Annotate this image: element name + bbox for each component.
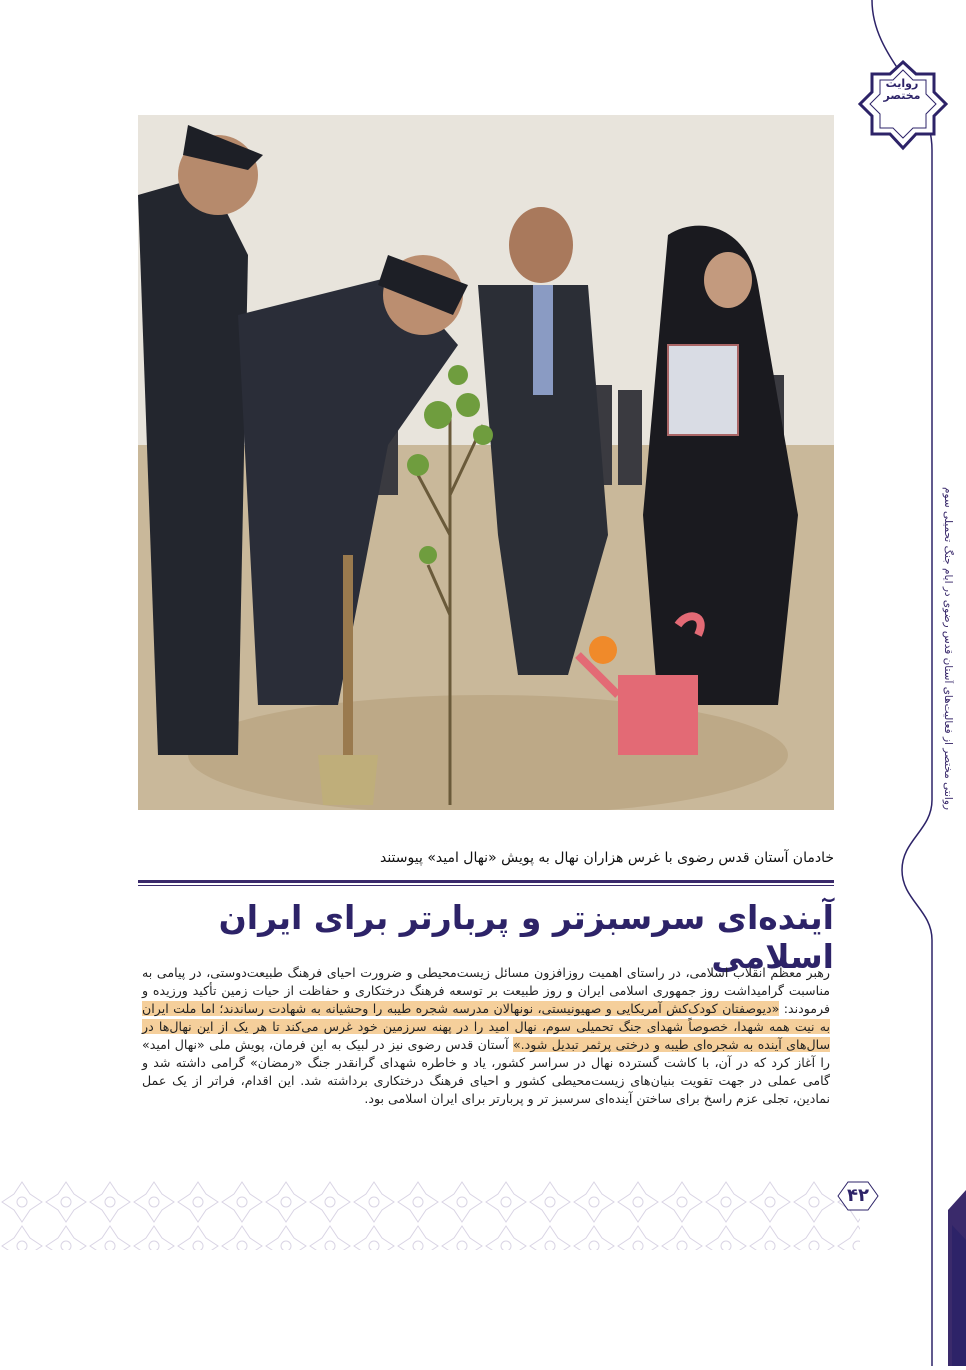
article-body [142, 964, 830, 1108]
pattern-ornament [0, 1180, 860, 1250]
body-paragraph-part1: رهبر معظم انقلاب اسلامی، در راستای اهمیت روزافزون مسائل زیست‌محیطی و ضرورت احیای فرهنگ طبیعت‌دوستی، در پیامی به مناسبت گرامیداشت روز جمهوری اسلامی ایران و روز طبیعت بر توسعه فرهنگ درختکاری و حفاظت از حیات زمین تأکید ورزیده و فرمودند: [142, 965, 830, 1016]
decorative-pattern-band [0, 1180, 860, 1250]
photo-illustration [138, 115, 834, 810]
photo-caption: خادمان آستان قدس رضوی با غرس هزاران نهال به پویش «نهال امید» پیوستند [379, 850, 834, 866]
sidebar [862, 0, 966, 1366]
body-highlighted-quote: «دیوصفتان کودک‌کش آمریکایی و صهیونیستی، نونهالان مدرسه شجره طیبه را وحشیانه به شهادت رساندند؛ اما ملت ایران به نیت همه شهدا، خصوصاً شهدای جنگ تحمیلی سوم، نهال امید را در پهنه سرزمین خود غرس می‌کند تا هر یک از این نهال‌ها در سال‌های آینده به شجره‌ای طیبه و درختی پرثمر تبدیل شود.» [142, 1001, 830, 1052]
article-headline: آینده‌ای سرسبزتر و پربارتر برای ایران اسلامی [218, 898, 834, 976]
vertical-series-title: روانتی مختصر از فعالیت‌های آستان قدس رضوی در ایام جنگ تحمیلی سوم [942, 487, 954, 810]
caption-divider-thin [138, 885, 834, 886]
page-number: ۴۲ [847, 1185, 869, 1206]
body-paragraph-part2: آستان قدس رضوی نیز در لبیک به این فرمان، پویش ملی «نهال امید» را آغاز کرد که در آن، با کاشت گسترده نهال در سراسر کشور، یاد و خاطره شهدای گرانقدر جنگ «رمضان» گرامی داشته شد و گامی عملی در جهت تقویت بنیان‌های زیست‌محیطی کشور و احیای فرهنگ درختکاری برداشته شد. این اقدام، فراتر از یک عمل نمادین، تجلی عزم راسخ برای ساختن آینده‌ای سرسبز تر و پربارتر برای ایران اسلامی بود. [142, 1037, 830, 1106]
page-number-badge [828, 1176, 888, 1216]
caption-divider [138, 880, 834, 883]
tree-planting-photo [138, 115, 834, 810]
logo-text: روایت مختصر [883, 77, 921, 103]
